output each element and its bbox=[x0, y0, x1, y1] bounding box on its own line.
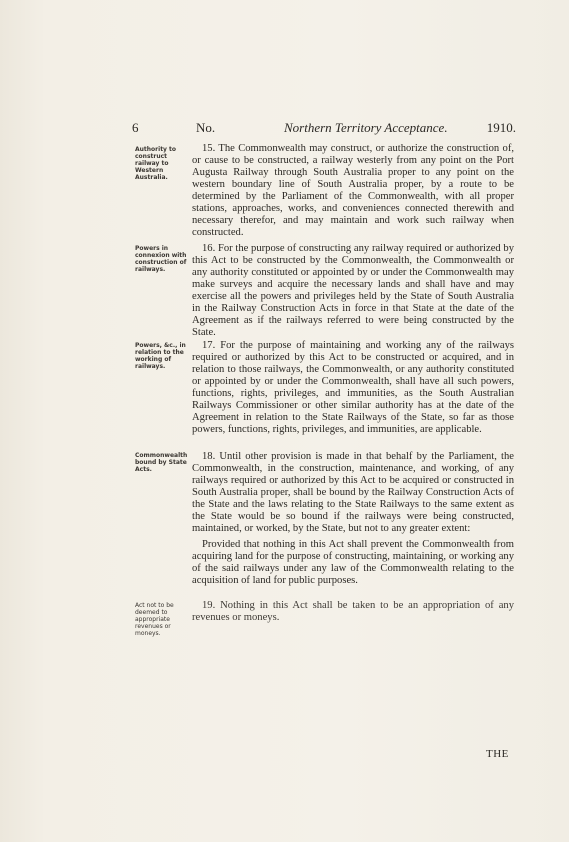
act-year: 1910. bbox=[486, 120, 516, 135]
marginal-note-18: Commonwealth bound by State Acts. bbox=[135, 452, 188, 473]
section-19 bbox=[192, 600, 514, 624]
running-header bbox=[132, 120, 516, 136]
section-19-text: 19. Nothing in this Act shall be taken to be an appropriation of any revenues or moneys. bbox=[192, 600, 514, 623]
act-number-label: No. bbox=[196, 120, 216, 135]
act-title: Northern Territory Acceptance. bbox=[284, 120, 448, 135]
section-16 bbox=[192, 243, 514, 339]
marginal-note-17: Powers, &c., in relation to the working of railways. bbox=[135, 342, 186, 370]
section-18 bbox=[192, 451, 514, 587]
section-15 bbox=[192, 143, 514, 239]
marginal-note-19: Act not to be deemed to appropriate revenues or moneys. bbox=[135, 602, 174, 637]
marginal-note-15: Authority to construct railway to Western Australia. bbox=[135, 146, 177, 181]
section-16-text: 16. For the purpose of constructing any railway required or authorized by this Act to be constructed by the Commonwealth, the Commonwealth or any authority constituted or appointed by or under the Commonwealth may make surveys and acquire the necessary lands and shall have and may exercise all the powers and privileges held by the State of South Australia in the Railway Construction Acts in force in that State at the date of the Agreement as if the railways referred to were being constructed by the State. bbox=[192, 243, 514, 338]
section-17 bbox=[192, 340, 514, 436]
section-18-text: 18. Until other provision is made in that behalf by the Parliament, the Commonwealth, in the construction, maintenance, and working, of any railways required or authorized by this Act to be acquired or constructed in South Australia proper, shall be bound by the Railway Construction Acts of the State and the laws relating to the State Railways to the same extent as the State would be so bound if the railways were being constructed, maintained, or worked, by the State, but not to any greater extent: bbox=[192, 451, 514, 534]
page-number: 6 bbox=[132, 120, 139, 135]
section-15-text: 15. The Commonwealth may construct, or authorize the construction of, or cause to be constructed, a railway westerly from any point on the Port Augusta Railway through South Australia proper to any point on the western boundary line of South Australia proper, by a route to be determined by the Parliament of the Commonwealth, with all proper stations, approaches, works, and conveniences connected therewith and necessary therefor, and may maintain and work such railway when constructed. bbox=[192, 143, 514, 238]
section-17-text: 17. For the purpose of maintaining and working any of the railways required or authorized by this Act to be constructed or acquired, and in relation to those railways, the Commonwealth, or any authority constituted or appointed by or under the Commonwealth, shall have all such powers, functions, rights, privileges, and immunities, as the South Australian Railways Commissioner or other similar authority has at the date of the Agreement in relation to the State Railways of the State, so far as those powers, functions, rights, privileges, and immunities, are applicable. bbox=[192, 340, 514, 435]
catchword: THE bbox=[486, 748, 509, 760]
section-18-proviso: Provided that nothing in this Act shall prevent the Commonwealth from acquiring land for the purpose of constructing, maintaining, or working any of the said railways under any law of the Commonwealth relating to the acquisition of land for public purposes. bbox=[192, 539, 514, 586]
marginal-note-16: Powers in connexion with construction of railways. bbox=[135, 245, 187, 273]
